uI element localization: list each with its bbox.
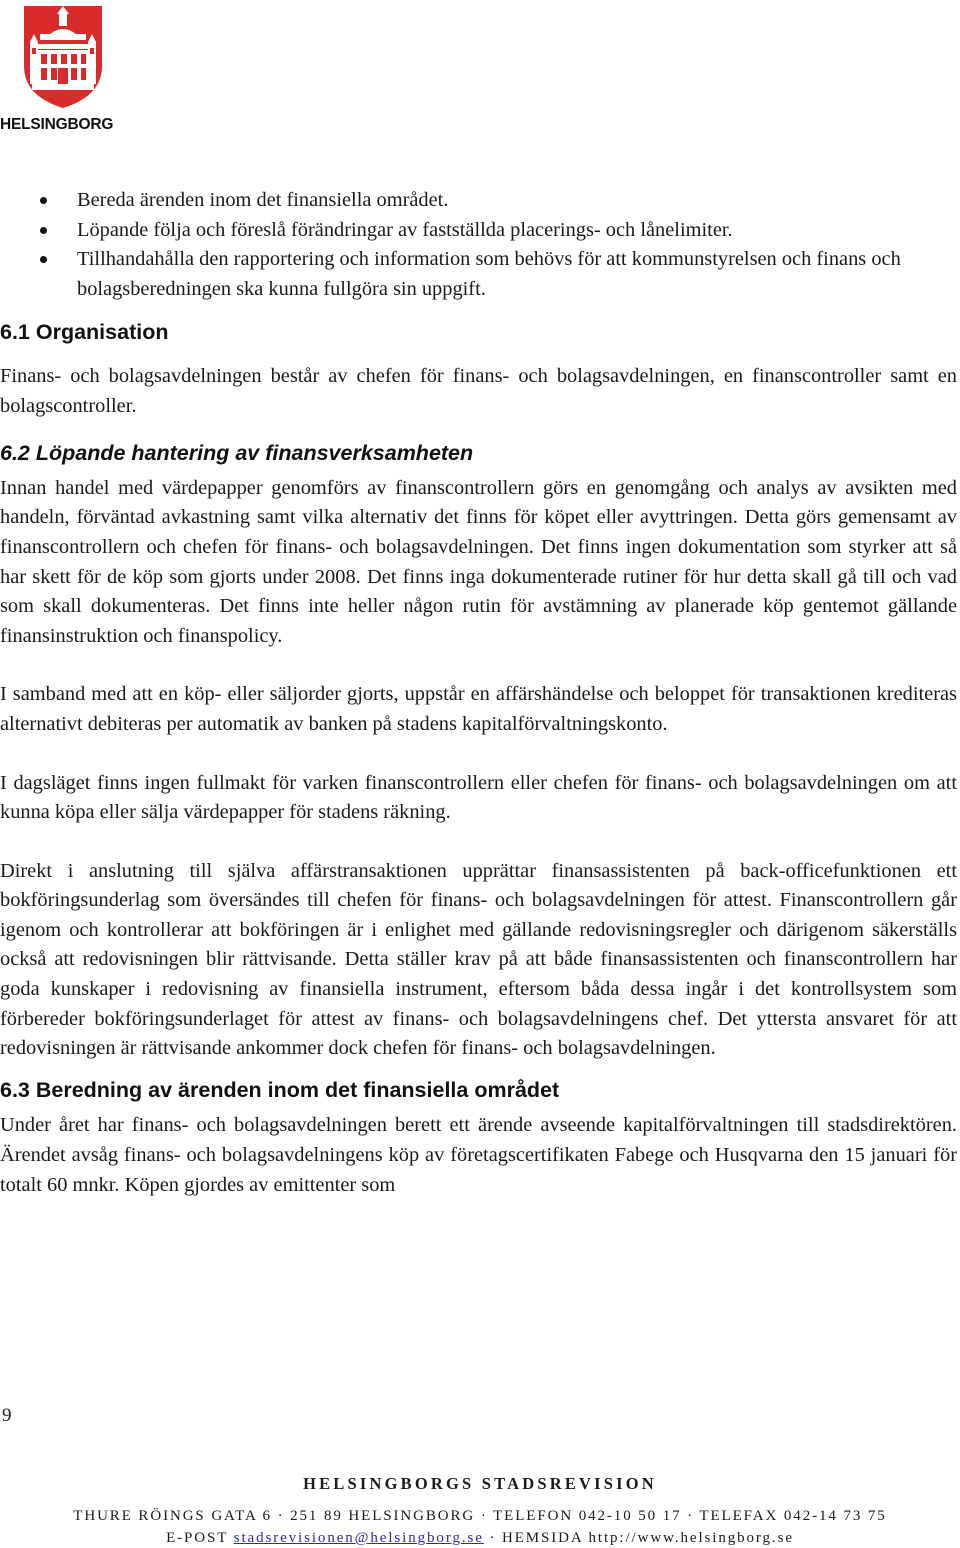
bullet-icon xyxy=(40,256,47,263)
footer-email-link[interactable]: stadsrevisionen@helsingborg.se xyxy=(233,1530,484,1546)
page-number: 9 xyxy=(2,1405,12,1426)
list-item: Tillhandahålla den rapportering och information som behövs för att kommunstyrelsen och finans och bolagsberedningen ska kunna fullgöra sin uppgift. xyxy=(0,245,957,304)
footer-organization: HELSINGBORGS STADSREVISION xyxy=(303,1474,657,1493)
section-heading-6-1: 6.1 Organisation xyxy=(0,320,169,345)
city-logo xyxy=(0,0,130,140)
footer-homepage-link[interactable]: http://www.helsingborg.se xyxy=(588,1530,794,1546)
bullet-icon xyxy=(40,197,47,204)
list-item: Bereda ärenden inom det finansiella området. xyxy=(0,186,957,216)
section-heading-6-2: 6.2 Löpande hantering av finansverksamheten xyxy=(0,441,474,466)
section-6-2-paragraph: I dagsläget finns ingen fullmakt för varken finanscontrollern eller chefen för finans- och bolagsavdelningen om att kunna köpa eller sälja värdepapper för stadens räkning. xyxy=(0,771,957,824)
footer-contact xyxy=(0,1530,960,1547)
section-6-2-paragraph: Direkt i anslutning till själva affärstransaktionen upprättar finansassistenten på back-officefunktionen ett bokföringsunderlag som översändes till chefen för finans- och bolagsavdelningen för attest. Finanscontrollern går igenom och kontrollerar att bokföringen är i enlighet med gällande redovisningsregler och därigenom säkerställs också att redovisningen blir rättvisande. Detta ställer krav på att både finansassistenten och finanscontrollern har goda kunskaper i redovisning av finansiella instrument, eftersom båda dessa ingår i det kontrollsystem som förbereder bokföringsunderlaget för attest av finans- och bolagsavdelningens chef. Det yttersta ansvaret för att redovisningen är rättvisande ankommer dock chefen för finans- och bolagsavdelningen. xyxy=(0,859,957,1060)
section-6-2-paragraph: I samband med att en köp- eller säljorder gjorts, uppstår en affärshändelse och beloppet för transaktionen krediteras alternativt debiteras per automatik av banken på stadens kapitalförvaltningskonto. xyxy=(0,683,957,735)
list-item: Löpande följa och föreslå förändringar av fastställda placerings- och lånelimiter. xyxy=(0,216,957,246)
logo-wordmark: HELSINGBORG xyxy=(0,116,114,133)
bullet-icon xyxy=(40,227,47,234)
document-body xyxy=(0,186,957,1200)
footer-email-label: E-POST xyxy=(166,1530,229,1546)
task-bullet-list xyxy=(0,186,957,304)
footer-homepage-label: · HEMSIDA xyxy=(489,1530,583,1546)
section-6-2-paragraph: Innan handel med värdepapper genomförs av finanscontrollern görs en genomgång och analys av avsikten med handeln, förväntad avkastning samt vilka alternativ det finns för köpet eller avyttringen. Detta görs gemensamt av finanscontrollern och chefen för finans- och bolagsavdelningen. Det finns ingen dokumentation som styrker att så har skett för de köp som gjorts under 2008. Det finns inga dokumenterade rutiner för hur detta skall gå till och vad som skall dokumenteras. Det finns inte heller någon rutin för avstämning av planerade köp gentemot gällande finansinstruktion och finanspolicy. xyxy=(0,476,957,647)
section-6-3-paragraph: Under året har finans- och bolagsavdelningen berett ett ärende avseende kapitalförvaltningen till stadsdirektören. Ärendet avsåg finans- och bolagsavdelningens köp av företagscertifikaten Fabege och Husqvarna den 15 januari för totalt 60 mnkr. Köpen gjordes av emittenter som xyxy=(0,1114,957,1196)
section-heading-6-3: 6.3 Beredning av ärenden inom det finansiella området xyxy=(0,1077,560,1102)
footer-address: THURE RÖINGS GATA 6 · 251 89 HELSINGBORG · TELEFON 042-10 50 17 · TELEFAX 042-14 73 75 xyxy=(73,1508,887,1524)
section-6-1-paragraph: Finans- och bolagsavdelningen består av chefen för finans- och bolagsavdelningen, en finanscontroller samt en bolagscontroller. xyxy=(0,364,957,417)
helsingborg-crest-icon xyxy=(22,4,104,110)
